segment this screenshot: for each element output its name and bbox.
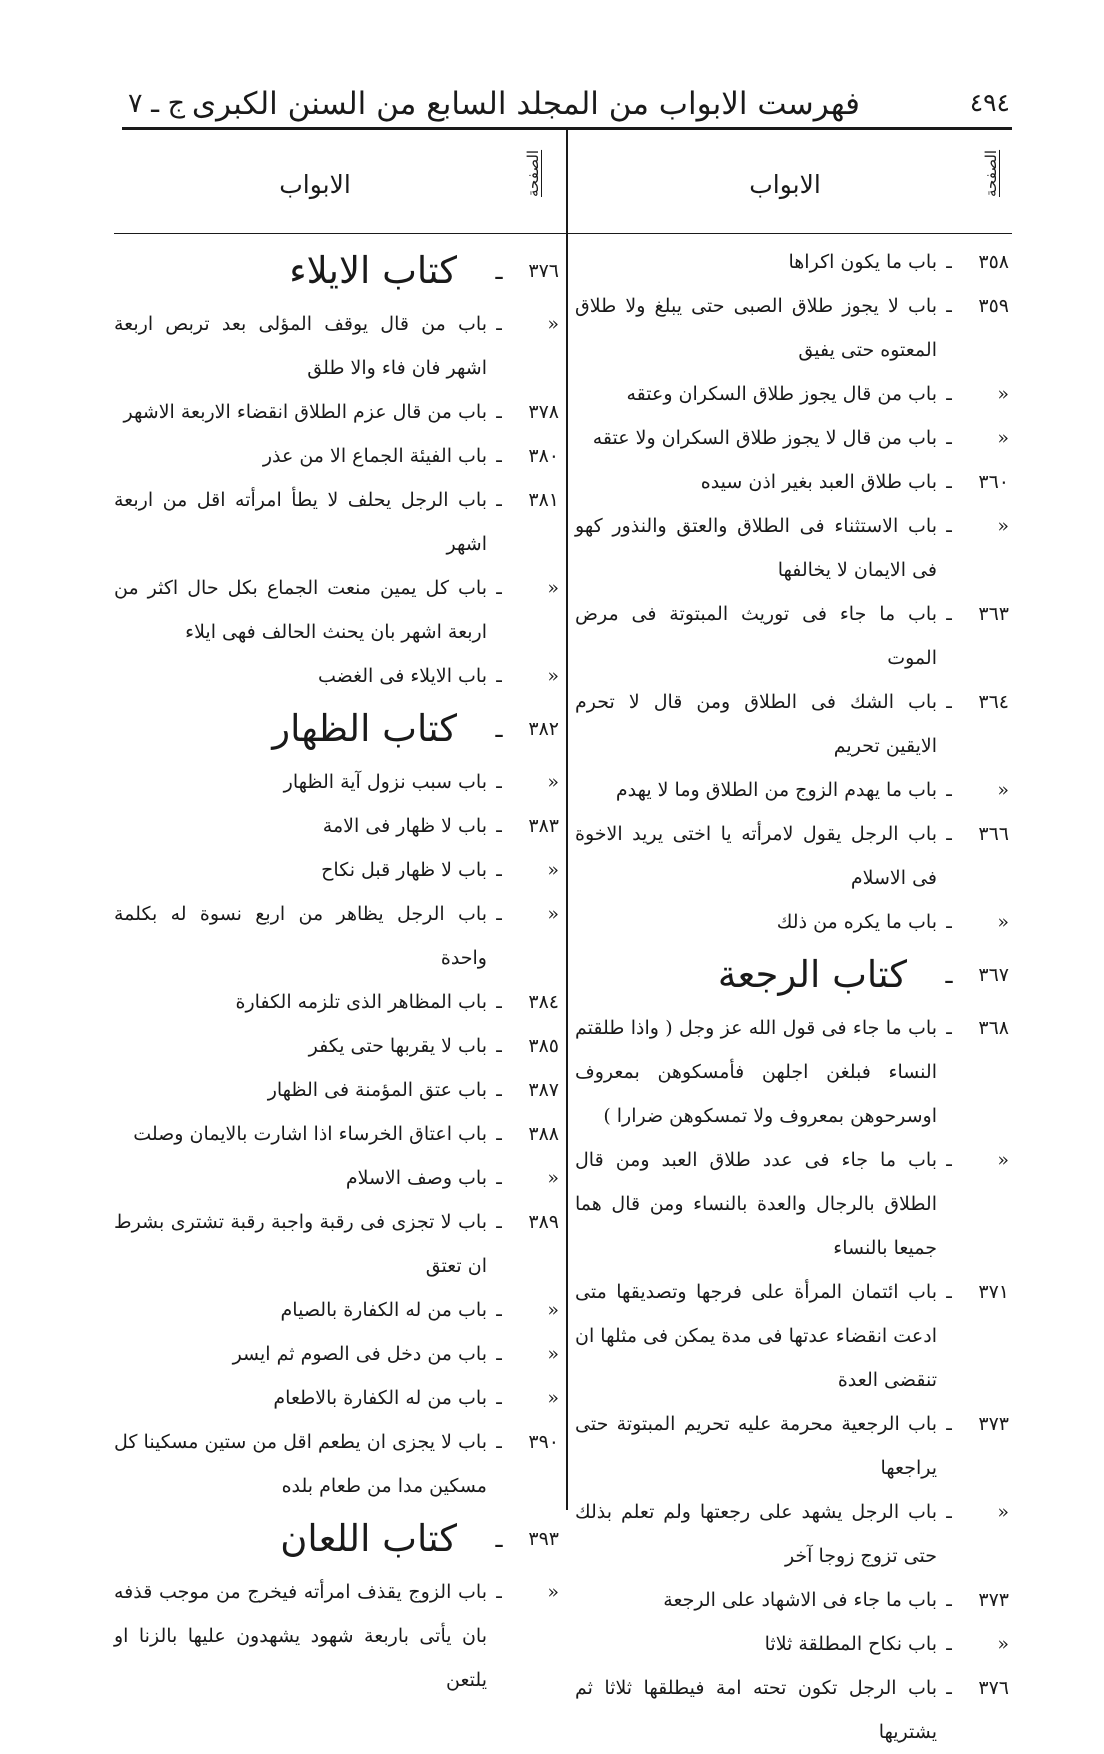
entry-title: باب من له الكفارة بالاطعام [273,1387,487,1409]
index-entry [575,1622,1009,1666]
entry-dash: ـ [496,859,502,881]
book-title: كتاب الرجعة [717,953,907,996]
entry-page-number: ٣٦٣ [978,603,1009,625]
entry-title: باب طلاق العبد بغير اذن سيده [700,471,937,493]
entry-page-number: ٣٨٠ [528,445,559,467]
book-heading [575,944,1009,1006]
index-entry [114,1156,559,1200]
entry-dash: ـ [946,1677,952,1699]
entry-page-number: « [547,859,559,881]
entry-page-number: « [997,383,1009,405]
entry-title: باب الرجل تكون تحته امة فيطلقها ثلاثا ثم يشتريها [575,1677,937,1743]
entry-dash: ـ [496,489,502,511]
entry-dash: ـ [496,1035,502,1057]
index-entry [575,1270,1009,1402]
index-entry [114,434,559,478]
index-entry [575,1666,1009,1754]
index-entry [114,1570,559,1702]
entry-dash: ـ [496,1079,502,1101]
entry-title: باب الرجل يقول لامرأته يا اختى يريد الاخوة فى الاسلام [575,823,937,889]
entry-page-number: « [547,1387,559,1409]
entry-title: باب ما يكره من ذلك [776,911,937,933]
index-entry [114,1376,559,1420]
entry-dash: ـ [496,903,502,925]
entry-dash: ـ [945,961,953,989]
index-entry [114,1024,559,1068]
entry-title: باب من قال يجوز طلاق السكران وعتقه [626,383,937,405]
entry-page-number: « [997,1501,1009,1523]
entry-page-number: « [547,1167,559,1189]
entry-title: باب ما جاء فى توريث المبتوتة فى مرض الموت [575,603,937,669]
index-entry [114,980,559,1024]
entry-title: باب ما جاء فى الاشهاد على الرجعة [663,1589,937,1611]
column-divider [566,130,568,1510]
entry-page-number: « [997,1149,1009,1171]
index-entry [114,804,559,848]
index-entry [575,680,1009,768]
entry-page-number: ٣٦٠ [978,471,1009,493]
entry-dash: ـ [946,823,952,845]
index-entry [575,460,1009,504]
left-page-heading: الصفحة [524,150,542,198]
entry-dash: ـ [946,295,952,317]
index-entry [575,768,1009,812]
entry-dash: ـ [496,1387,502,1409]
entry-title: باب سبب نزول آية الظهار [283,771,487,793]
index-entry [575,1402,1009,1490]
index-entry [114,566,559,654]
entry-title: باب الفيئة الجماع الا من عذر [262,445,487,467]
entry-dash: ـ [496,1581,502,1603]
index-entry [575,1490,1009,1578]
book-title: كتاب اللعان [280,1517,457,1560]
entry-page-number: « [997,515,1009,537]
entry-page-number: ٣٨١ [528,489,559,511]
entry-page-number: ٣٧٣ [978,1589,1009,1611]
entry-dash: ـ [495,257,503,285]
entry-title: باب الزوج يقذف امرأته فيخرج من موجب قذفه بان يأتى باربعة شهود يشهدون عليها بالزنا او يلتعن [114,1581,487,1691]
entry-title: باب من قال عزم الطلاق انقضاء الاربعة الاشهر [123,401,487,423]
entry-title: باب الرجل يشهد على رجعتها ولم تعلم بذلك حتى تزوج زوجا آخر [575,1501,937,1567]
entry-page-number: « [547,577,559,599]
entry-title: باب من قال لا يجوز طلاق السكران ولا عتقه [592,427,937,449]
entry-page-number: ٣٨٥ [528,1035,559,1057]
entry-title: باب من دخل فى الصوم ثم ايسر [232,1343,487,1365]
entry-title: باب لا يجزى ان يطعم اقل من ستين مسكينا كل مسكين مدا من طعام بلده [114,1431,487,1497]
index-entry [575,1578,1009,1622]
book-heading [114,1508,559,1570]
entry-dash: ـ [946,383,952,405]
entry-page-number: « [547,1343,559,1365]
entry-dash: ـ [946,515,952,537]
entry-page-number: ٣٦٦ [978,823,1009,845]
entry-page-number: ٣٧٦ [528,260,559,282]
book-heading [114,698,559,760]
index-entry [114,1200,559,1288]
page-number: ٤٩٤ [969,88,1010,117]
entry-dash: ـ [946,1281,952,1303]
index-entry [114,1420,559,1508]
entry-dash: ـ [946,779,952,801]
index-entry [575,416,1009,460]
entry-page-number: ٣٥٨ [978,251,1009,273]
entry-title: باب نكاح المطلقة ثلاثا [764,1633,937,1655]
entry-page-number: ٣٦٤ [978,691,1009,713]
index-entry [114,478,559,566]
entry-title: باب لا ظهار فى الامة [322,815,487,837]
entry-dash: ـ [496,1343,502,1365]
entry-title: باب المظاهر الذى تلزمه الكفارة [235,991,487,1013]
volume-label: ج ـ ٧ [128,88,186,119]
entry-title: باب الايلاء فى الغضب [317,665,487,687]
entry-dash: ـ [496,771,502,793]
entry-dash: ـ [946,603,952,625]
entry-page-number: ٣٩٣ [528,1528,559,1550]
entry-dash: ـ [496,815,502,837]
entry-page-number: ٣٨٩ [528,1211,559,1233]
entry-title: باب لا ظهار قبل نكاح [321,859,487,881]
book-heading [114,240,559,302]
entry-title: باب من له الكفارة بالصيام [280,1299,487,1321]
entry-title: باب ائتمان المرأة على فرجها وتصديقها متى ادعت انقضاء عدتها فى مدة يمكن فى مثلها ان تنقضى العدة [575,1281,937,1391]
book-title: كتاب الايلاء [289,249,457,292]
entry-page-number: ٣٨٣ [528,815,559,837]
index-entry [575,240,1009,284]
entry-dash: ـ [496,445,502,467]
entry-title: باب الرجعية محرمة عليه تحريم المبتوتة حتى يراجعها [575,1413,937,1479]
index-entry [114,760,559,804]
entry-title: باب اعتاق الخرساء اذا اشارت بالايمان وصلت [133,1123,487,1145]
entry-page-number: « [547,1299,559,1321]
book-title: كتاب الظهار [272,707,457,750]
entry-title: باب ما جاء فى عدد طلاق العبد ومن قال الطلاق بالرجال والعدة بالنساء ومن قال هما جميعا بالنساء [575,1149,937,1259]
index-entry [114,1288,559,1332]
entry-page-number: ٣٨٧ [528,1079,559,1101]
entry-dash: ـ [946,1633,952,1655]
entry-page-number: ٣٧٨ [528,401,559,423]
entry-dash: ـ [496,1123,502,1145]
entry-title: باب عتق المؤمنة فى الظهار [267,1079,487,1101]
index-entry [114,390,559,434]
entry-page-number: « [547,665,559,687]
entry-title: باب ما جاء فى قول الله عز وجل ( واذا طلقتم النساء فبلغن اجلهن فأمسكوهن بمعروف اوسرحوهن بمعروف ولا تمسكوهن ضرارا ) [575,1017,937,1127]
column-head-rule [114,233,1012,234]
entry-title: باب ما يهدم الزوج من الطلاق وما لا يهدم [615,779,937,801]
entry-dash: ـ [946,471,952,493]
entry-dash: ـ [495,1525,503,1553]
index-entry [114,1112,559,1156]
entry-dash: ـ [946,911,952,933]
index-entry [575,284,1009,372]
index-entry [575,372,1009,416]
entry-title: باب الاستثناء فى الطلاق والعتق والنذور كهو فى الايمان لا يخالفها [575,515,937,581]
entry-page-number: ٣٨٨ [528,1123,559,1145]
entry-dash: ـ [946,251,952,273]
entry-page-number: ٣٧٣ [978,1413,1009,1435]
entry-dash: ـ [496,1431,502,1453]
entry-title: باب وصف الاسلام [345,1167,487,1189]
entry-title: باب كل يمين منعت الجماع بكل حال اكثر من اربعة اشهر بان يحنث الحالف فهى ايلاء [114,577,487,643]
left-column [114,240,559,1702]
entry-dash: ـ [496,1299,502,1321]
entry-title: باب لا يجوز طلاق الصبى حتى يبلغ ولا طلاق المعتوه حتى يفيق [575,295,937,361]
entry-dash: ـ [496,1211,502,1233]
entry-dash: ـ [495,715,503,743]
entry-dash: ـ [946,1501,952,1523]
entry-dash: ـ [946,1413,952,1435]
left-column-heading: الابواب [279,170,351,199]
entry-page-number: ٣٩٠ [528,1431,559,1453]
index-entry [114,1068,559,1112]
entry-title: باب ما يكون اكراها [788,251,937,273]
index-entry [114,302,559,390]
entry-title: باب الرجل يحلف لا يطأ امرأته اقل من اربعة اشهر [114,489,487,555]
page-title: فهرست الابواب من المجلد السابع من السنن الكبرى [191,86,860,122]
index-entry [575,504,1009,592]
right-column-heading: الابواب [749,170,821,199]
entry-dash: ـ [496,313,502,335]
index-entry [575,1138,1009,1270]
entry-page-number: ٣٨٢ [528,718,559,740]
entry-dash: ـ [496,577,502,599]
entry-page-number: ٣٨٤ [528,991,559,1013]
entry-page-number: « [997,911,1009,933]
entry-title: باب الشك فى الطلاق ومن قال لا تحرم الايقين تحريم [575,691,937,757]
entry-dash: ـ [946,691,952,713]
entry-dash: ـ [496,1167,502,1189]
right-page-heading: الصفحة [982,150,1000,198]
index-entry [114,848,559,892]
entry-dash: ـ [496,401,502,423]
entry-page-number: « [547,313,559,335]
entry-page-number: ٣٦٧ [978,964,1009,986]
entry-title: باب الرجل يظاهر من اربع نسوة له بكلمة واحدة [114,903,487,969]
index-entry [575,1006,1009,1138]
entry-page-number: « [997,1633,1009,1655]
entry-page-number: « [997,427,1009,449]
entry-page-number: ٣٧١ [978,1281,1009,1303]
entry-page-number: « [547,771,559,793]
entry-title: باب لا تجزى فى رقبة واجبة رقبة تشترى بشرط ان تعتق [114,1211,487,1277]
entry-title: باب لا يقربها حتى يكفر [308,1035,487,1057]
entry-dash: ـ [946,1017,952,1039]
entry-dash: ـ [946,1589,952,1611]
entry-page-number: « [547,903,559,925]
entry-dash: ـ [946,427,952,449]
entry-page-number: « [997,779,1009,801]
entry-dash: ـ [496,991,502,1013]
entry-page-number: « [547,1581,559,1603]
index-entry [114,1332,559,1376]
index-entry [575,812,1009,900]
entry-page-number: ٣٧٦ [978,1677,1009,1699]
index-entry [575,900,1009,944]
entry-title: باب من قال يوقف المؤلى بعد تربص اربعة اشهر فان فاء والا طلق [114,313,487,379]
right-column [575,240,1009,1754]
entry-dash: ـ [946,1149,952,1171]
index-entry [114,654,559,698]
entry-page-number: ٣٦٨ [978,1017,1009,1039]
entry-page-number: ٣٥٩ [978,295,1009,317]
entry-dash: ـ [496,665,502,687]
index-entry [575,592,1009,680]
index-entry [114,892,559,980]
